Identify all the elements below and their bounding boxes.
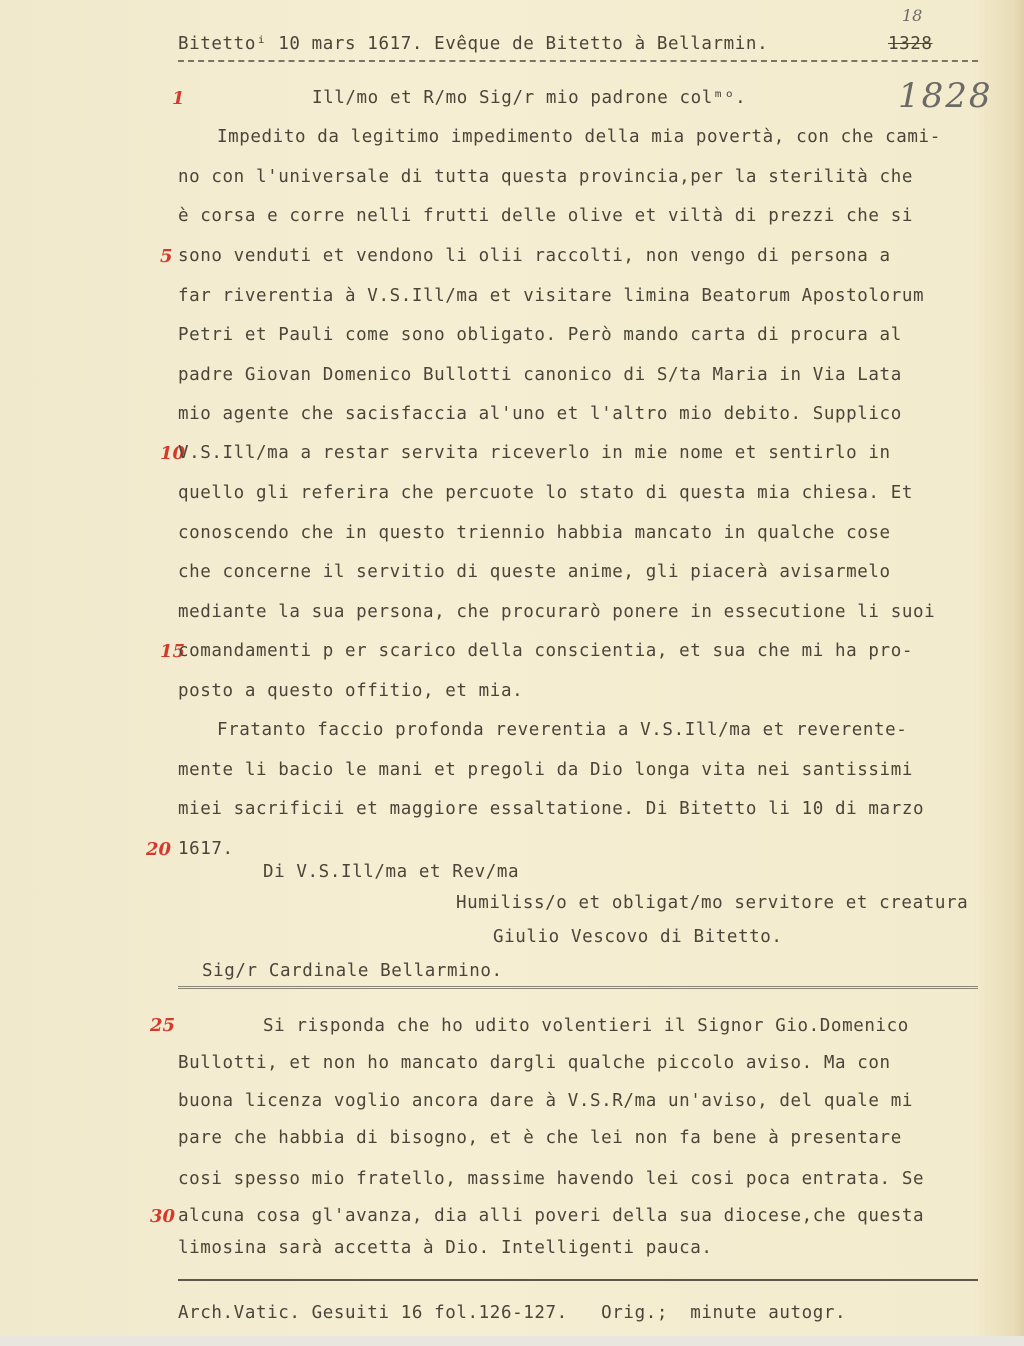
archive-stamp-number: 1828 [898,76,993,116]
letter-line: mediante la sua persona, che procurarò ponere in essecutione li suoi [178,602,936,622]
letter-line: padre Giovan Domenico Bullotti canonico di S/ta Maria in Via Lata [178,365,902,385]
reply-line: limosina sarà accetta à Dio. Intelligenti pauca. [178,1238,713,1258]
reply-line: buona licenza voglio ancora dare à V.S.R/ma un'aviso, del quale mi [178,1091,913,1111]
letter-line: conoscendo che in questo triennio habbia mancato in qualche cose [178,523,891,543]
signature-line: Humiliss/o et obligat/mo servitore et creatura [456,893,969,913]
letter-line: è corsa e corre nelli frutti delle olive et viltà di prezzi che si [178,206,913,226]
line-number-marker: 1 [172,88,185,109]
signature-name: Giulio Vescovo di Bitetto. [493,927,783,947]
letter-line: quello gli referira che percuote lo stato di questa mia chiesa. Et [178,483,913,503]
letter-line: far riverentia à V.S.Ill/ma et visitare limina Beatorum Apostolorum [178,286,925,306]
letter-line: sono venduti et vendono li olii raccolti, non vengo di persona a [178,246,891,266]
reply-line: Bullotti, et non ho mancato dargli qualche piccolo aviso. Ma con [178,1053,891,1073]
letter-line: no con l'universale di tutta questa provincia,per la sterilità che [178,167,913,187]
section-divider [178,986,978,989]
letter-line: Fratanto faccio profonda reverentia a V.S.Ill/ma et reverente- [217,720,908,740]
letter-line: comandamenti p er scarico della conscientia, et sua che mi ha pro- [178,641,913,661]
line-number-marker: 5 [160,246,173,267]
scan-edge [0,1336,1024,1346]
document-header-title: Bitettoⁱ 10 mars 1617. Evêque de Bitetto à Bellarmin. [178,34,769,54]
line-number-marker: 10 [160,443,186,464]
reply-line: pare che habbia di bisogno, et è che lei non fa bene à presentare [178,1128,902,1148]
header-divider [178,60,978,62]
line-number-marker: 15 [160,641,186,662]
letter-line: Impedito da legitimo impedimento della mia povertà, con che cami- [217,127,941,147]
archive-citation: Arch.Vatic. Gesuiti 16 fol.126-127. Orig.; minute autogr. [178,1303,847,1323]
letter-closing: Di V.S.Ill/ma et Rev/ma [263,862,520,882]
line-number-marker: 30 [150,1206,176,1227]
letter-line: mio agente che sacisfaccia al'uno et l'altro mio debito. Supplico [178,404,902,424]
letter-salutation: Ill/mo et R/mo Sig/r mio padrone colᵐᵒ. [312,88,747,108]
letter-line: miei sacrificii et maggiore essaltatione. Di Bitetto li 10 di marzo [178,799,925,819]
reply-line: alcuna cosa gl'avanza, dia alli poveri della sua diocese,che questa [178,1206,925,1226]
letter-line: 1617. [178,839,234,859]
letter-line: V.S.Ill/ma a restar servita riceverlo in mie nome et sentirlo in [178,443,891,463]
reply-line: cosi spesso mio fratello, massime havendo lei cosi poca entrata. Se [178,1169,925,1189]
letter-line: mente li bacio le mani et pregoli da Dio longa vita nei santissimi [178,760,913,780]
footer-rule [178,1279,978,1281]
letter-line: Petri et Pauli come sono obligato. Però mando carta di procura al [178,325,902,345]
page-number-old-text: 1328 [888,34,933,54]
letter-addressee: Sig/r Cardinale Bellarmino. [202,961,503,981]
letter-line: posto a questo offitio, et mia. [178,681,524,701]
page-number-old [888,34,933,54]
line-number-marker: 20 [146,839,172,860]
page-number-correction: 18 [902,6,923,25]
line-number-marker: 25 [150,1015,176,1036]
letter-line: che concerne il servitio di queste anime, gli piacerà avisarmelo [178,562,891,582]
reply-line: Si risponda che ho udito volentieri il Signor Gio.Domenico [263,1016,909,1036]
